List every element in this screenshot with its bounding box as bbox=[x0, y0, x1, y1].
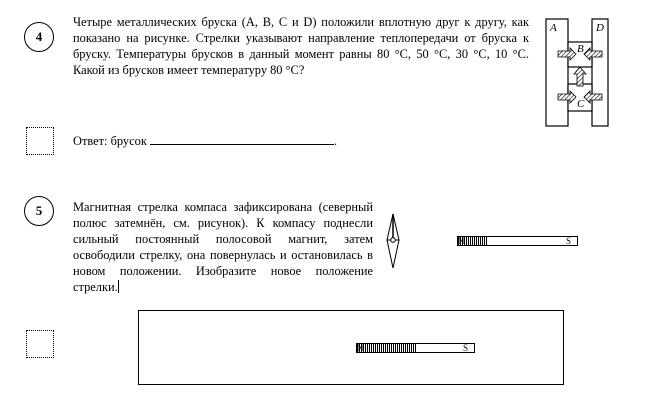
compass-needle bbox=[383, 212, 403, 270]
bar-a bbox=[546, 19, 568, 126]
bar-magnet-top bbox=[457, 236, 578, 246]
magnet-south-pole: S bbox=[565, 236, 571, 246]
label-c: C bbox=[577, 98, 585, 110]
question-4-text: Четыре металлических бруска (A, B, C и D) положили вплотную друг к другу, как показано на рисунке. Стрелки указывают направление теплопередачи от бруска к бруску. Температуры брусков в данный момент равны 80 °С, 50 °С, 30 °С, 10 °С. Какой из брусков имеет температуру 80 °С? bbox=[73, 15, 529, 77]
label-d: D bbox=[596, 22, 604, 34]
label-a: A bbox=[550, 22, 557, 34]
answer-blank-4[interactable] bbox=[150, 134, 334, 145]
magnet-south-pole: S bbox=[462, 343, 468, 353]
answer-box-4[interactable] bbox=[26, 127, 54, 155]
answer-box-5[interactable] bbox=[26, 330, 54, 358]
heat-transfer-figure bbox=[544, 14, 610, 130]
question-number-5: 5 bbox=[24, 196, 54, 226]
answer-line-4: Ответ: брусок . bbox=[73, 134, 338, 148]
question-5-text: Магнитная стрелка компаса зафиксирована (северный полюс затемнён, см. рисунок). К компасу поднесли сильный постоянный полосовой магнит, затем освободили стрелку, она повернулась и остановилась в новом положении. Изобразите новое положение стрелки. bbox=[73, 200, 373, 294]
question-number-4: 4 bbox=[24, 22, 54, 52]
text-cursor bbox=[118, 280, 119, 293]
bar-d bbox=[592, 19, 608, 126]
drawing-area[interactable] bbox=[138, 310, 564, 385]
arrow-c-to-b bbox=[574, 67, 586, 86]
magnet-north-pole: N bbox=[458, 237, 488, 245]
label-b: B bbox=[577, 43, 584, 55]
magnet-north-pole: N bbox=[357, 344, 417, 352]
bar-magnet-bottom bbox=[356, 343, 475, 353]
needle-south bbox=[387, 240, 399, 268]
